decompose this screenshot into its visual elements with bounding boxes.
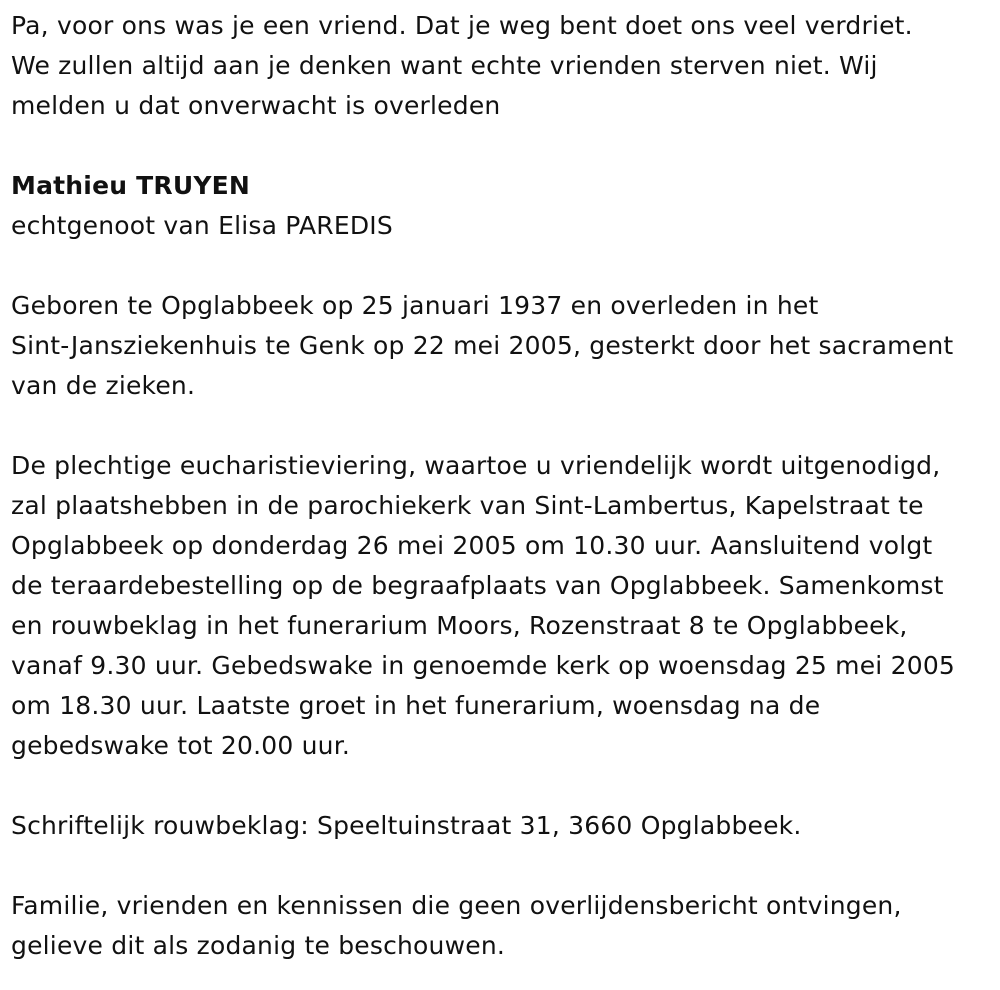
intro-paragraph [11,6,996,126]
paragraph-gap [11,406,996,446]
paragraph-gap [11,846,996,886]
ceremony-line: De plechtige eucharistieviering, waartoe u vriendelijk wordt uitgenodigd, [11,451,941,480]
ceremony-line: Opglabbeek op donderdag 26 mei 2005 om 10.30 uur. Aansluitend volgt [11,531,933,560]
ceremony-line: zal plaatshebben in de parochiekerk van Sint-Lambertus, Kapelstraat te [11,491,924,520]
intro-line: melden u dat onverwacht is overleden [11,91,501,120]
birth-death-line: Geboren te Opglabbeek op 25 januari 1937 en overleden in het [11,291,819,320]
spouse-line: echtgenoot van Elisa PAREDIS [11,211,393,240]
intro-line: Pa, voor ons was je een vriend. Dat je weg bent doet ons veel verdriet. [11,11,913,40]
birth-death-line: van de zieken. [11,371,196,400]
paragraph-gap [11,766,996,806]
ceremony-line: gebedswake tot 20.00 uur. [11,731,351,760]
closing-paragraph [11,886,996,966]
obituary-document [11,6,996,966]
condolence-address: Schriftelijk rouwbeklag: Speeltuinstraat 31, 3660 Opglabbeek. [11,811,802,840]
ceremony-line: de teraardebestelling op de begraafplaats van Opglabbeek. Samenkomst [11,571,944,600]
birth-death-line: Sint-Jansziekenhuis te Genk op 22 mei 2005, gesterkt door het sacrament [11,331,954,360]
paragraph-gap [11,246,996,286]
birth-death-paragraph [11,286,996,406]
ceremony-line: om 18.30 uur. Laatste groet in het funerarium, woensdag na de [11,691,821,720]
ceremony-line: vanaf 9.30 uur. Gebedswake in genoemde kerk op woensdag 25 mei 2005 [11,651,956,680]
closing-line: Familie, vrienden en kennissen die geen overlijdensbericht ontvingen, [11,891,902,920]
deceased-name: Mathieu TRUYEN [11,171,251,200]
intro-line: We zullen altijd aan je denken want echte vrienden sterven niet. Wij [11,51,878,80]
ceremony-line: en rouwbeklag in het funerarium Moors, Rozenstraat 8 te Opglabbeek, [11,611,908,640]
ceremony-paragraph [11,446,996,766]
closing-line: gelieve dit als zodanig te beschouwen. [11,931,506,960]
paragraph-gap [11,126,996,166]
